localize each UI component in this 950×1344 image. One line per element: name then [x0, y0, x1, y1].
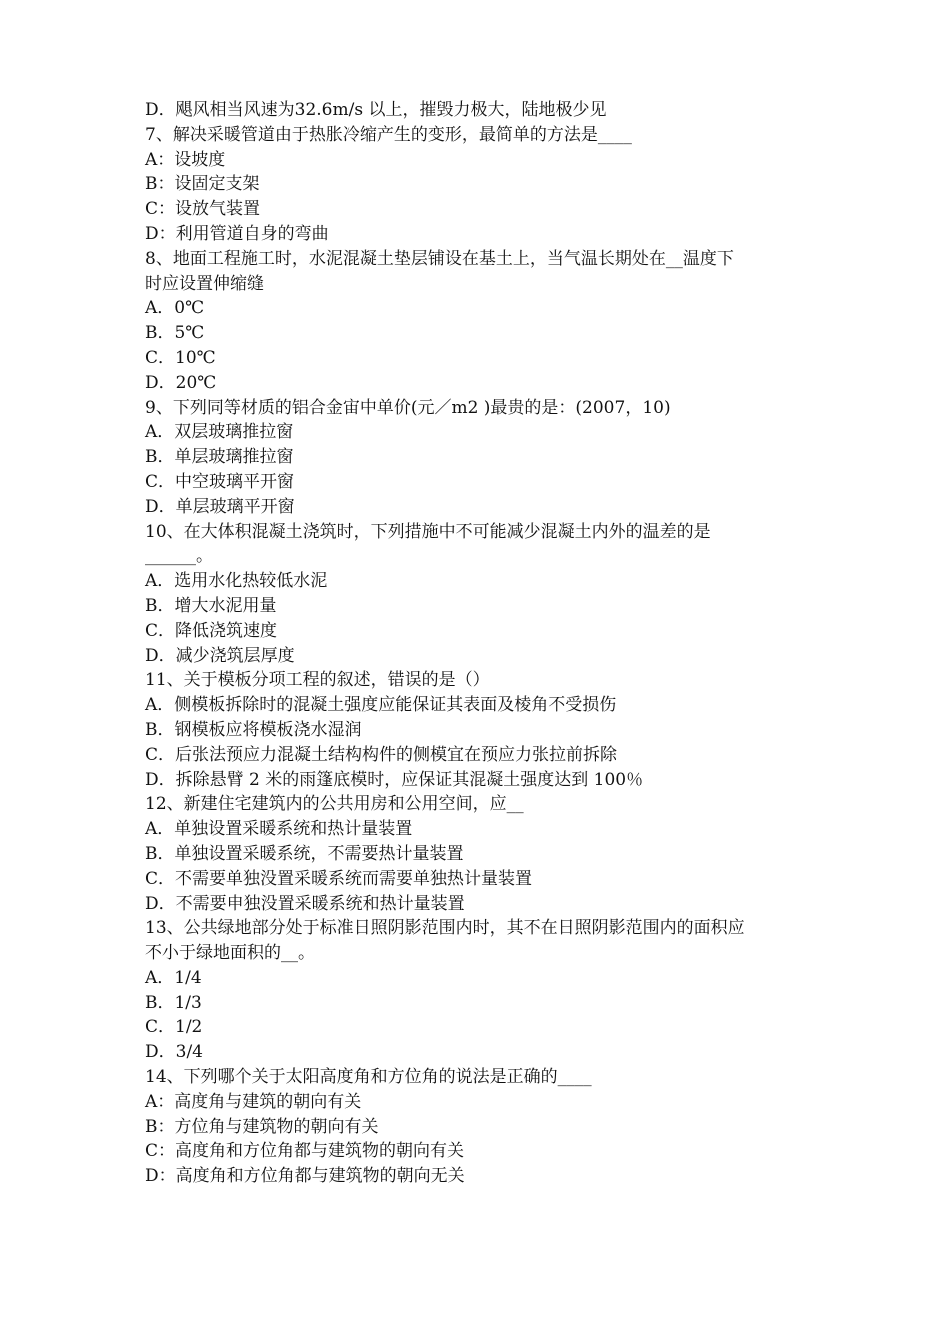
option-d-q11: D．拆除悬臂 2 米的雨篷底模时，应保证其混凝土强度达到 100％	[145, 769, 644, 790]
option-a-q9: A．双层玻璃推拉窗	[145, 422, 294, 443]
option-c-q7: C：设放气装置	[145, 199, 261, 220]
option-a-q8: A．0℃	[145, 298, 205, 319]
option-b-q9: B．单层玻璃推拉窗	[145, 447, 294, 468]
option-c-q8: C．10℃	[145, 347, 216, 368]
option-c-q10: C．降低浇筑速度	[145, 620, 278, 641]
option-d-q9: D．单层玻璃平开窗	[145, 496, 295, 517]
option-c-q12: C．不需要单独没置采暖系统而需要单独热计量装置	[145, 868, 533, 889]
option-d-q6: D．飓风相当风速为32.6m/s 以上，摧毁力极大，陆地极少见	[145, 100, 607, 120]
question-13-continued: 不小于绿地面积的__。	[145, 943, 315, 964]
question-12: 12、新建住宅建筑内的公共用房和公用空间，应__	[145, 794, 524, 815]
option-a-q13: A．1/4	[145, 967, 202, 988]
option-a-q11: A．侧模板拆除时的混凝土强度应能保证其表面及棱角不受损伤	[145, 695, 617, 716]
option-b-q7: B：设固定支架	[145, 174, 260, 195]
option-a-q10: A．选用水化热较低水泥	[145, 571, 328, 592]
question-8: 8、地面工程施工时，水泥混凝土垫层铺设在基土上，当气温长期处在__温度下	[145, 248, 734, 269]
option-b-q8: B．5℃	[145, 323, 205, 344]
option-b-q12: B．单独设置采暖系统，不需要热计量装置	[145, 843, 464, 864]
option-d-q7: D：利用管道自身的弯曲	[145, 223, 329, 244]
question-9: 9、下列同等材质的铝合金宙中单价(元／m2 )最贵的是：(2007，10)	[145, 397, 671, 418]
option-c-q9: C．中空玻璃平开窗	[145, 471, 295, 492]
option-d-q8: D．20℃	[145, 372, 217, 393]
option-b-q11: B．钢模板应将模板浇水湿润	[145, 719, 362, 740]
question-10: 10、在大体积混凝土浇筑时，下列措施中不可能减少混凝土内外的温差的是	[145, 521, 711, 542]
option-d-q10: D．减少浇筑层厚度	[145, 645, 295, 666]
question-7: 7、解决采暖管道由于热胀冷缩产生的变形，最简单的方法是____	[145, 124, 632, 145]
question-13: 13、公共绿地部分处于标准日照阴影范围内时，其不在日照阴影范围内的面积应	[145, 918, 745, 939]
option-d-q14: D：高度角和方位角都与建筑物的朝向无关	[145, 1166, 465, 1187]
question-8-continued: 时应设置伸缩缝	[145, 273, 264, 294]
option-a-q12: A．单独设置采暖系统和热计量装置	[145, 819, 413, 840]
option-c-q11: C．后张法预应力混凝土结构构件的侧模宜在预应力张拉前拆除	[145, 744, 618, 765]
question-10-continued: ______。	[145, 546, 213, 567]
option-a-q14: A：高度角与建筑的朝向有关	[145, 1091, 362, 1112]
document-page	[145, 98, 825, 1189]
option-b-q14: B：方位角与建筑物的朝向有关	[145, 1116, 379, 1137]
option-c-q14: C：高度角和方位角都与建筑物的朝向有关	[145, 1141, 465, 1162]
option-b-q13: B．1/3	[145, 992, 202, 1013]
option-d-q13: D．3/4	[145, 1042, 203, 1063]
question-14: 14、下列哪个关于太阳高度角和方位角的说法是正确的____	[145, 1067, 592, 1088]
option-b-q10: B．增大水泥用量	[145, 595, 277, 616]
option-c-q13: C．1/2	[145, 1017, 203, 1038]
question-11: 11、关于模板分项工程的叙述，错误的是（）	[145, 670, 490, 691]
option-a-q7: A：设坡度	[145, 149, 226, 170]
option-d-q12: D．不需要申独没置采暖系统和热计量装置	[145, 893, 465, 914]
